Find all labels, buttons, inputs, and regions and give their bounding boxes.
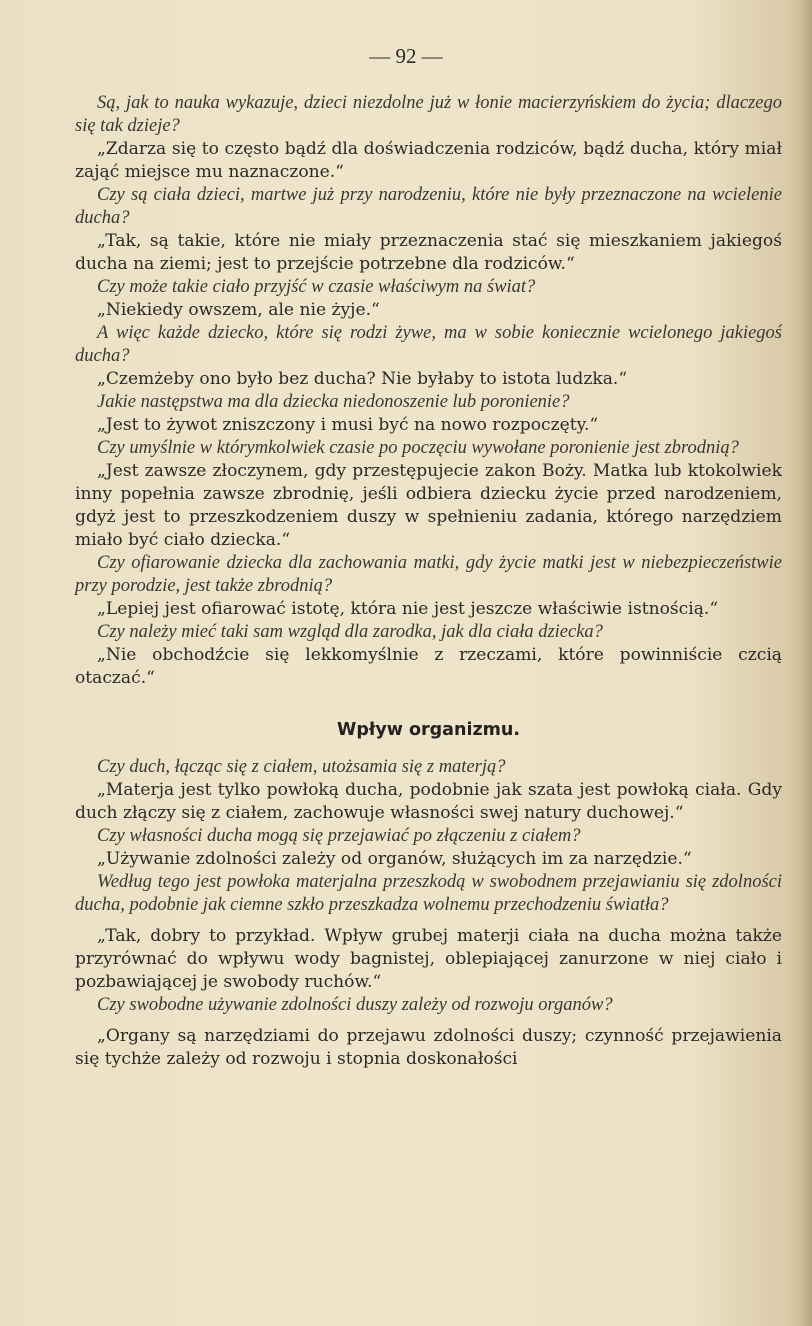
question-paragraph: Czy ofiarowanie dziecka dla zachowania matki, gdy życie matki jest w niebezpieczeństwie przy porodzie, jest także zbrodnią? — [75, 553, 782, 596]
question-paragraph: Czy należy mieć taki sam wzgląd dla zarodka, jak dla ciała dziecka? — [97, 622, 603, 642]
question-paragraph: Czy umyślnie w którymkolwiek czasie po poczęciu wywołane poronienie jest zbrodnią? — [97, 438, 739, 458]
answer-paragraph: „Nie obchodźcie się lekkomyślnie z rzeczami, które powinniście czcią otaczać.“ — [75, 645, 782, 688]
page-content — [75, 92, 782, 1071]
answer-paragraph: „Tak, są takie, które nie miały przeznaczenia stać się mieszkaniem jakiegoś ducha na ziemi; jest to przejście potrzebne dla rodziców.“ — [75, 231, 782, 274]
page-number: — 92 — — [369, 44, 443, 68]
section-heading: Wpływ organizmu. — [337, 720, 520, 740]
question-paragraph: Czy swobodne używanie zdolności duszy zależy od rozwoju organów? — [97, 995, 613, 1015]
answer-paragraph: „Lepiej jest ofiarować istotę, która nie jest jeszcze właściwie istnością.“ — [97, 599, 719, 619]
answer-paragraph: „Używanie zdolności zależy od organów, służących im za narzędzie.“ — [97, 849, 692, 869]
question-paragraph: Czy są ciała dzieci, martwe już przy narodzeniu, które nie były przeznaczone na wcielenie ducha? — [75, 185, 782, 228]
question-paragraph: Jakie następstwa ma dla dziecka niedonoszenie lub poronienie? — [97, 392, 570, 412]
question-paragraph: A więc każde dziecko, które się rodzi żywe, ma w sobie koniecznie wcielonego jakiegoś ducha? — [75, 323, 782, 366]
answer-paragraph: „Materja jest tylko powłoką ducha, podobnie jak szata jest powłoką ciała. Gdy duch złączy się z ciałem, zachowuje własności swej natury duchowej.“ — [75, 780, 782, 823]
answer-paragraph: „Zdarza się to często bądź dla doświadczenia rodziców, bądź ducha, który miał zająć miejsce mu naznaczone.“ — [75, 139, 782, 182]
question-paragraph: Czy może takie ciało przyjść w czasie właściwym na świat? — [97, 277, 536, 297]
answer-paragraph: „Tak, dobry to przykład. Wpływ grubej materji ciała na ducha można także przyrównać do wpływu wody bagnistej, oblepiającej zanurzone w niej ciało i pozbawiającej je swobody ruchów.“ — [75, 926, 782, 992]
page-edge-shadow — [798, 0, 812, 1326]
question-paragraph: Czy własności ducha mogą się przejawiać po złączeniu z ciałem? — [97, 826, 581, 846]
question-paragraph: Są, jak to nauka wykazuje, dzieci niezdolne już w łonie macierzyńskiem do życia; dlaczego się tak dzieje? — [75, 93, 782, 136]
answer-paragraph: „Czemżeby ono było bez ducha? Nie byłaby to istota ludzka.“ — [97, 369, 628, 389]
answer-paragraph: „Jest to żywot zniszczony i musi być na nowo rozpoczęty.“ — [97, 415, 599, 435]
answer-paragraph: „Niekiedy owszem, ale nie żyje.“ — [97, 300, 380, 320]
question-paragraph: Według tego jest powłoka materjalna przeszkodą w swobodnem przejawianiu się zdolności ducha, podobnie jak ciemne szkło przeszkadza wolnemu przechodzeniu światła? — [75, 872, 782, 915]
answer-paragraph: „Jest zawsze złoczynem, gdy przestępujecie zakon Boży. Matka lub ktokolwiek inny popełnia zawsze zbrodnię, jeśli odbiera dziecku życie przed narodzeniem, gdyż jest to przeszkodzeniem duszy w spełnieniu zadania, którego narzędziem miało być ciało dziecka.“ — [75, 461, 782, 550]
question-paragraph: Czy duch, łącząc się z ciałem, utożsamia się z materją? — [97, 757, 506, 777]
answer-paragraph: „Organy są narzędziami do przejawu zdolności duszy; czynność przejawienia się tychże zależy od rozwoju i stopnia doskonałości — [75, 1026, 782, 1069]
